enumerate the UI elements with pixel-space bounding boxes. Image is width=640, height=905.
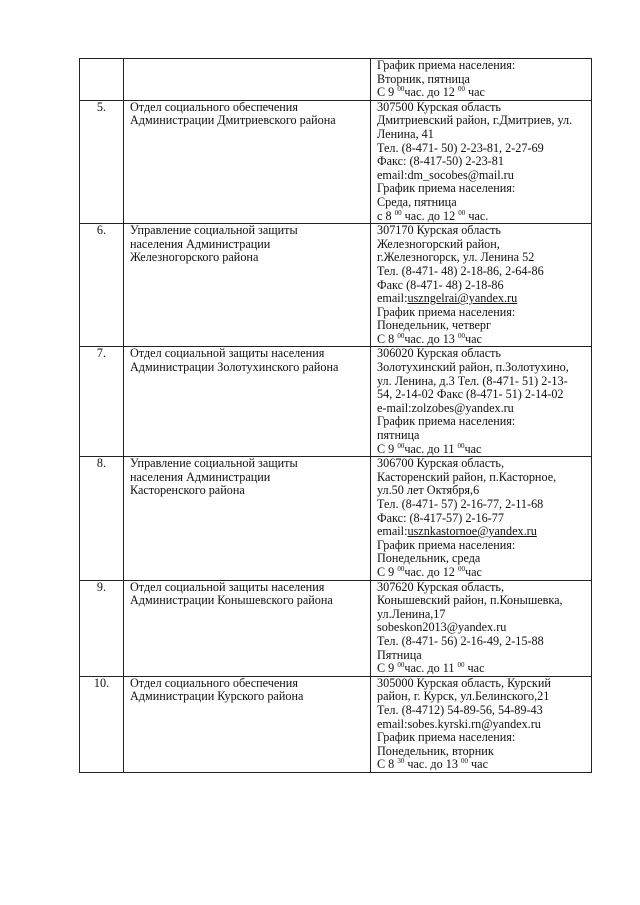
contact-line: Пятница xyxy=(377,647,422,662)
office-contact-cell xyxy=(371,59,592,101)
contact-line: Понедельник, вторник xyxy=(377,743,494,758)
office-contact-cell xyxy=(371,457,592,580)
contact-line: Вторник, пятница xyxy=(377,71,470,86)
contact-line: Конышевский район, п.Конышевка, xyxy=(377,593,563,608)
office-name-line: Железногорского района xyxy=(130,250,259,265)
contact-line: Среда, пятница xyxy=(377,194,457,209)
time-minutes-superscript: 00 xyxy=(397,441,405,450)
table-row xyxy=(80,676,592,772)
contact-line xyxy=(377,443,588,457)
office-name-line: населения Администрации xyxy=(130,469,271,484)
contact-line: email:sobes.kyrski.rn@yandex.ru xyxy=(377,716,541,731)
contact-line: Золотухинский район, п.Золотухино, xyxy=(377,360,569,375)
contact-line: Факс (8-471- 48) 2-18-86 xyxy=(377,277,504,292)
contact-line: 307500 Курская область xyxy=(377,100,501,114)
contact-line xyxy=(377,566,588,580)
offices-table xyxy=(79,58,592,773)
contact-line: Тел. (8-471- 48) 2-18-86, 2-64-86 xyxy=(377,263,544,278)
contact-line: Железногорский район, xyxy=(377,236,500,251)
table-row xyxy=(80,100,592,223)
table-row xyxy=(80,59,592,101)
text-fragment: час. до 12 xyxy=(404,564,458,579)
row-number: 5. xyxy=(80,100,124,223)
row-number: 8. xyxy=(80,457,124,580)
office-name-line: Администрации Золотухинского района xyxy=(130,360,339,375)
office-name-cell xyxy=(124,580,371,676)
time-minutes-superscript: 00 xyxy=(397,331,405,340)
time-minutes-superscript: 00 xyxy=(397,85,405,94)
office-contact-cell xyxy=(371,676,592,772)
contact-line: Касторенский район, п.Касторное, xyxy=(377,469,557,484)
contact-line: График приема населения: xyxy=(377,181,516,196)
text-fragment: час xyxy=(464,441,482,456)
contact-line xyxy=(377,86,588,100)
offices-table-body xyxy=(80,59,592,773)
time-minutes-superscript: 00 xyxy=(457,564,465,573)
office-name-line: Отдел социального обеспечения xyxy=(130,100,298,114)
text-fragment: С 9 xyxy=(377,661,398,676)
text-fragment: час. до 13 xyxy=(404,331,458,346)
contact-line: ул. Ленина, д.3 Тел. (8-471- 51) 2-13- xyxy=(377,373,568,388)
table-row xyxy=(80,224,592,347)
contact-line: sobeskon2013@yandex.ru xyxy=(377,620,507,635)
contact-line: 306700 Курская область, xyxy=(377,456,505,471)
contact-line: Тел. (8-471- 57) 2-16-77, 2-11-68 xyxy=(377,497,544,511)
contact-line xyxy=(377,333,588,347)
text-fragment: С 9 xyxy=(377,564,398,579)
contact-line: График приема населения: xyxy=(377,304,516,319)
email-address: usznkastornoe@yandex.ru xyxy=(407,524,537,539)
time-minutes-superscript: 00 xyxy=(461,757,468,766)
contact-line: Факс: (8-417-50) 2-23-81 xyxy=(377,154,504,169)
email-address: uszngelrai@yandex.ru xyxy=(407,291,518,306)
contact-line: Понедельник, среда xyxy=(377,551,481,566)
contact-line: График приема населения: xyxy=(377,58,516,72)
text-fragment: час. xyxy=(465,208,489,223)
text-fragment: час xyxy=(468,757,488,772)
text-fragment: час xyxy=(464,331,482,346)
contact-line xyxy=(377,210,588,224)
contact-line: 306020 Курская область xyxy=(377,346,501,361)
contact-line: Понедельник, четверг xyxy=(377,318,492,333)
office-name-line: Администрации Конышевского района xyxy=(130,593,333,608)
contact-line xyxy=(377,662,588,676)
office-name-line: Отдел социальной защиты населения xyxy=(130,346,325,361)
text-fragment: час. до 11 xyxy=(404,661,458,676)
row-number: 9. xyxy=(80,580,124,676)
office-contact-cell xyxy=(371,347,592,457)
office-name-cell xyxy=(124,457,371,580)
text-fragment: С 8 xyxy=(377,331,398,346)
text-fragment: час. до 13 xyxy=(404,757,461,772)
contact-line: ул.50 лет Октября,6 xyxy=(377,483,480,498)
office-contact-cell xyxy=(371,580,592,676)
text-fragment: час xyxy=(464,85,485,100)
office-contact-cell xyxy=(371,100,592,223)
office-contact-cell xyxy=(371,224,592,347)
office-name-cell xyxy=(124,59,371,101)
time-minutes-superscript: 00 xyxy=(457,331,465,340)
time-minutes-superscript: 00 xyxy=(457,85,465,94)
contact-line: Тел. (8-4712) 54-89-56, 54-89-43 xyxy=(377,702,543,717)
contact-line xyxy=(377,758,588,772)
contact-line: График приема населения: xyxy=(377,414,516,429)
office-name-cell xyxy=(124,347,371,457)
time-minutes-superscript: 00 xyxy=(457,661,465,670)
office-name-line: Касторенского района xyxy=(130,483,245,498)
contact-line: пятница xyxy=(377,428,420,443)
text-fragment: час. до 12 xyxy=(401,208,459,223)
time-minutes-superscript: 30 xyxy=(397,757,405,766)
contact-line: Факс: (8-417-57) 2-16-77 xyxy=(377,510,504,525)
contact-line: Ленина, 41 xyxy=(377,126,434,141)
text-fragment: email: xyxy=(377,524,408,539)
time-minutes-superscript: 00 xyxy=(457,441,465,450)
time-minutes-superscript: 00 xyxy=(397,564,405,573)
text-fragment: email: xyxy=(377,291,408,306)
contact-line: Дмитриевский район, г.Дмитриев, ул. xyxy=(377,113,573,128)
text-fragment: час. до 12 xyxy=(404,85,458,100)
contact-line xyxy=(377,292,588,306)
row-number: 10. xyxy=(80,676,124,772)
contact-line: Тел. (8-471- 56) 2-16-49, 2-15-88 xyxy=(377,633,544,648)
contact-line: 307170 Курская область xyxy=(377,223,501,238)
office-name-cell xyxy=(124,224,371,347)
contact-line: email:dm_socobes@mail.ru xyxy=(377,167,514,182)
time-minutes-superscript: 00 xyxy=(394,208,402,217)
contact-line: 54, 2-14-02 Факс (8-471- 51) 2-14-02 xyxy=(377,387,564,402)
office-name-cell xyxy=(124,100,371,223)
office-name-line: Управление социальной защиты xyxy=(130,223,298,238)
text-fragment: С 8 xyxy=(377,757,398,772)
row-number xyxy=(80,59,124,101)
office-name-line: Управление социальной защиты xyxy=(130,456,298,471)
contact-line: ул.Ленина,17 xyxy=(377,606,446,621)
table-row xyxy=(80,580,592,676)
row-number: 7. xyxy=(80,347,124,457)
text-fragment: час xyxy=(464,564,482,579)
contact-line: 305000 Курская область, Курский xyxy=(377,676,551,690)
contact-line: e-mail:zolzobes@yandex.ru xyxy=(377,400,514,415)
table-row xyxy=(80,457,592,580)
office-name-line: Администрации Дмитриевского района xyxy=(130,113,336,128)
office-name-line: Отдел социального обеспечения xyxy=(130,676,298,690)
office-name-line: Отдел социальной защиты населения xyxy=(130,580,325,594)
office-name-cell xyxy=(124,676,371,772)
contact-line: 307620 Курская область, xyxy=(377,580,505,594)
text-fragment: час. до 11 xyxy=(404,441,458,456)
time-minutes-superscript: 00 xyxy=(397,661,405,670)
text-fragment: С 9 xyxy=(377,85,398,100)
contact-line: г.Железногорск, ул. Ленина 52 xyxy=(377,250,535,265)
text-fragment: с 8 xyxy=(377,208,395,223)
contact-line: График приема населения: xyxy=(377,730,516,745)
text-fragment: С 9 xyxy=(377,441,398,456)
contact-line: район, г. Курск, ул.Белинского,21 xyxy=(377,689,550,704)
table-row xyxy=(80,347,592,457)
contact-line: Тел. (8-471- 50) 2-23-81, 2-27-69 xyxy=(377,140,544,155)
contact-line: График приема населения: xyxy=(377,537,516,552)
row-number: 6. xyxy=(80,224,124,347)
office-name-line: Администрации Курского района xyxy=(130,689,304,704)
text-fragment: час xyxy=(464,661,485,676)
time-minutes-superscript: 00 xyxy=(458,208,466,217)
contact-line xyxy=(377,525,588,539)
office-name-line: населения Администрации xyxy=(130,236,271,251)
